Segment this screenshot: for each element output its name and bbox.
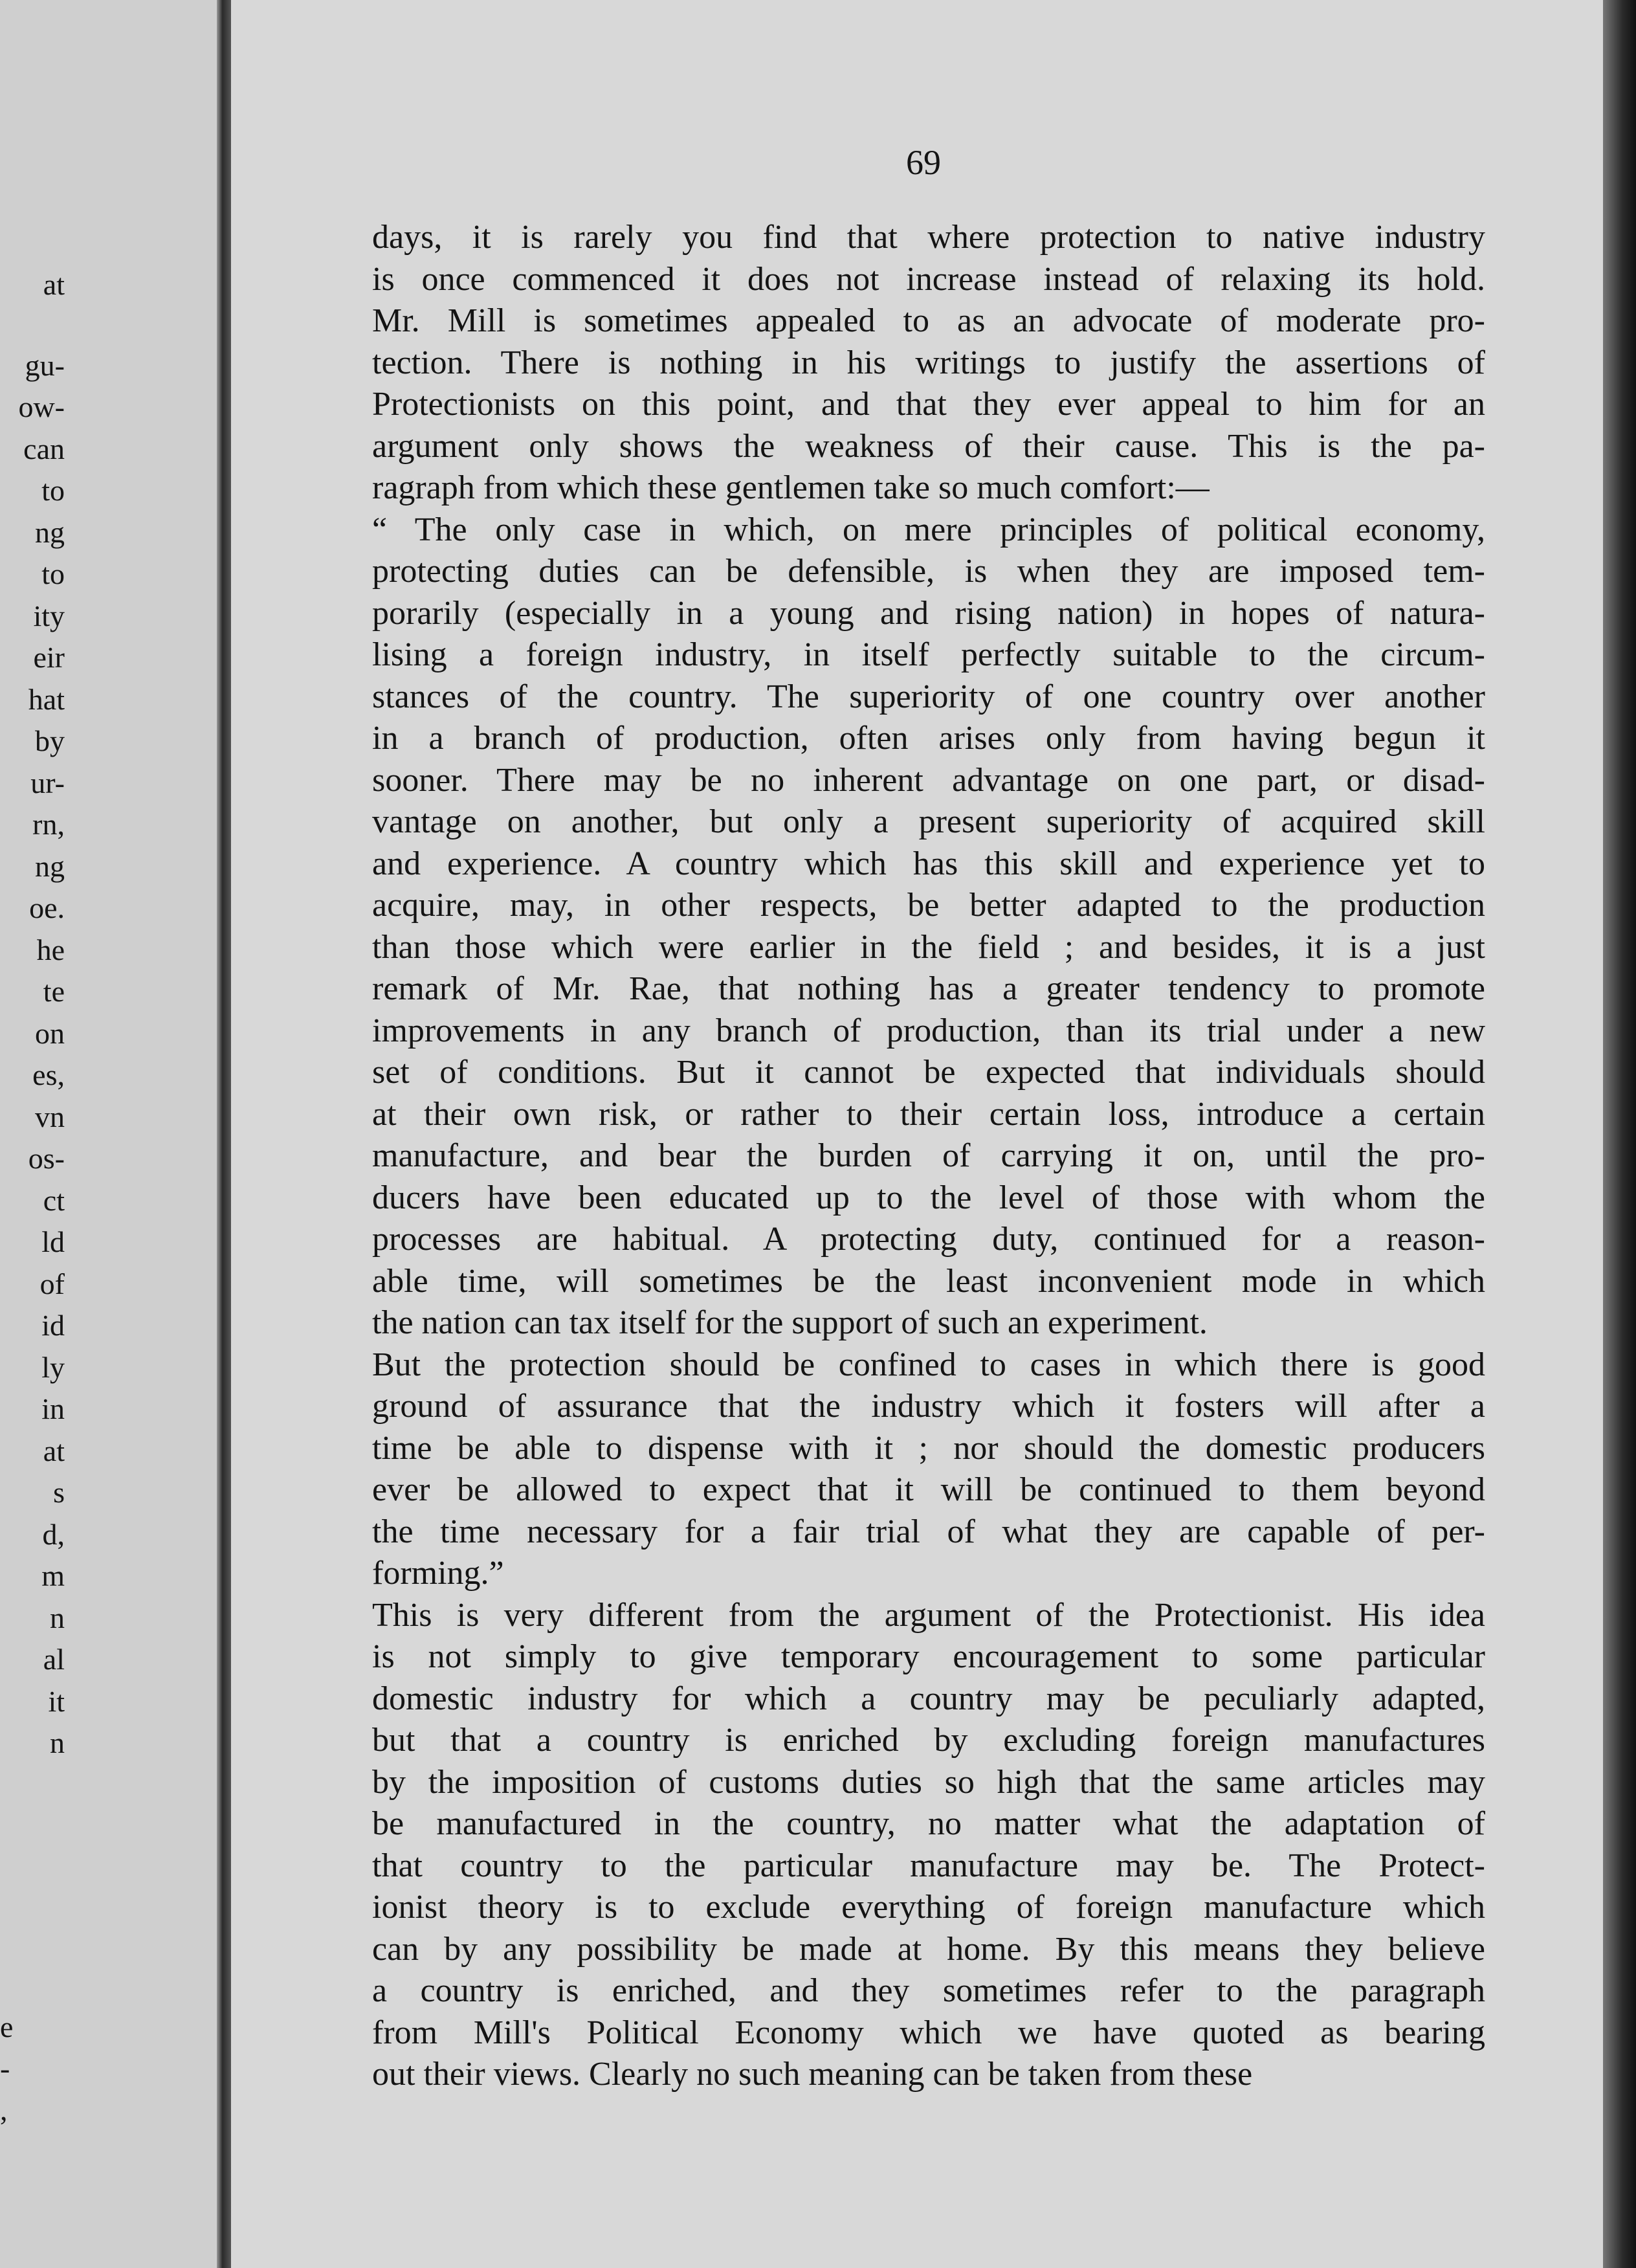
quote-line: ground of assurance that the industry which it fosters will after a: [372, 1388, 1485, 1425]
left-fragment: ur-: [30, 766, 65, 799]
left-page-tail-fragments: [0, 2007, 19, 2131]
left-fragment: id: [41, 1309, 65, 1342]
closing-line: This is very different from the argument of the Protectionist. His idea: [372, 1596, 1485, 1634]
quote-line: “ The only case in which, on mere principles of political economy,: [372, 511, 1485, 548]
quote-line: than those which were earlier in the field ; and besides, it is a just: [372, 928, 1485, 966]
left-fragment: e: [0, 2010, 14, 2043]
closing-line: but that a country is enriched by excluding foreign manufactures: [372, 1722, 1485, 1759]
left-fragment: d,: [42, 1517, 65, 1551]
quote-line: stances of the country. The superiority of one country over another: [372, 678, 1485, 715]
quote-line: set of conditions. But it cannot be expected that individuals should: [372, 1054, 1485, 1091]
left-fragment: n: [50, 1601, 65, 1634]
quote-line: in a branch of production, often arises only from having begun it: [372, 720, 1485, 757]
left-fragment: rn,: [32, 808, 65, 841]
left-fragment: at: [43, 1434, 65, 1467]
left-fragment: oe.: [29, 891, 65, 924]
quote-line: But the protection should be confined to cases in which there is good: [372, 1346, 1485, 1383]
left-fragment: te: [43, 975, 65, 1008]
intro-paragraph: [372, 217, 1485, 509]
left-fragment: in: [41, 1392, 65, 1425]
left-page-text-fragments: [0, 265, 65, 1764]
closing-line: be manufactured in the country, no matter what the adaptation of: [372, 1805, 1485, 1842]
left-fragment: can: [23, 432, 65, 465]
intro-line: Mr. Mill is sometimes appealed to as an advocate of moderate pro-: [372, 302, 1485, 339]
quote-line: the nation can tax itself for the support of such an experiment.: [372, 1304, 1208, 1341]
intro-line: ragraph from which these gentlemen take so much comfort:—: [372, 469, 1210, 506]
left-fragment: to: [41, 474, 65, 507]
left-fragment: ow-: [18, 390, 65, 423]
closing-line: that country to the particular manufacture may be. The Protect-: [372, 1847, 1485, 1884]
body-text: [372, 217, 1485, 2096]
quote-line: lising a foreign industry, in itself perfectly suitable to the circum-: [372, 636, 1485, 673]
left-fragment: ld: [41, 1225, 65, 1258]
block-quotation: [372, 509, 1485, 1595]
left-fragment: he: [36, 933, 65, 966]
left-fragment: os-: [28, 1142, 65, 1175]
page-edge-shadow: [1603, 0, 1636, 2268]
quote-line: and experience. A country which has this skill and experience yet to: [372, 845, 1485, 882]
closing-line: out their views. Clearly no such meaning can be taken from these: [372, 2056, 1253, 2093]
closing-line: domestic industry for which a country may be peculiarly adapted,: [372, 1680, 1485, 1717]
left-fragment: to: [41, 557, 65, 590]
intro-line: is once commenced it does not increase instead of relaxing its hold.: [372, 260, 1485, 298]
quote-line: at their own risk, or rather to their certain loss, introduce a certain: [372, 1095, 1485, 1133]
left-fragment: at: [43, 268, 65, 301]
left-fragment: al: [43, 1643, 65, 1676]
quote-line: manufacture, and bear the burden of carrying it on, until the pro-: [372, 1137, 1485, 1174]
quote-line: time be able to dispense with it ; nor should the domestic producers: [372, 1429, 1485, 1467]
left-fragment: by: [35, 724, 65, 757]
left-fragment: s: [53, 1476, 65, 1509]
book-spine: [217, 0, 231, 2268]
intro-line: tection. There is nothing in his writings to justify the assertions of: [372, 344, 1485, 381]
left-fragment: it: [48, 1684, 65, 1718]
quote-line: sooner. There may be no inherent advantage on one part, or disad-: [372, 761, 1485, 799]
closing-paragraph: [372, 1595, 1485, 2096]
left-facing-page: [0, 0, 217, 2268]
closing-line: by the imposition of customs duties so high that the same articles may: [372, 1763, 1485, 1801]
left-fragment: n: [50, 1726, 65, 1759]
intro-line: argument only shows the weakness of their cause. This is the pa-: [372, 427, 1485, 465]
left-fragment: ,: [0, 2093, 8, 2126]
closing-line: can by any possibility be made at home. By this means they believe: [372, 1930, 1485, 1968]
closing-line: is not simply to give temporary encouragement to some particular: [372, 1638, 1485, 1675]
left-fragment: -: [0, 2052, 10, 2085]
quote-line: ducers have been educated up to the level of those with whom the: [372, 1179, 1485, 1216]
quote-line: protecting duties can be defensible, is when they are imposed tem-: [372, 553, 1485, 590]
left-fragment: ity: [33, 599, 65, 632]
left-fragment: ct: [43, 1183, 65, 1217]
left-fragment: vn: [35, 1100, 65, 1133]
left-fragment: ng: [35, 849, 65, 883]
left-fragment: hat: [28, 682, 65, 716]
quote-line: able time, will sometimes be the least inconvenient mode in which: [372, 1262, 1485, 1300]
closing-line: from Mill's Political Economy which we have quoted as bearing: [372, 2014, 1485, 2051]
quote-line: the time necessary for a fair trial of what they are capable of per-: [372, 1513, 1485, 1550]
quote-line: remark of Mr. Rae, that nothing has a greater tendency to promote: [372, 970, 1485, 1007]
left-fragment: es,: [32, 1058, 65, 1091]
quote-line: ever be allowed to expect that it will be continued to them beyond: [372, 1471, 1485, 1508]
page-number: 69: [906, 143, 941, 182]
quote-line: acquire, may, in other respects, be better adapted to the production: [372, 887, 1485, 924]
left-fragment: ng: [35, 515, 65, 549]
quote-line: porarily (especially in a young and rising nation) in hopes of natura-: [372, 594, 1485, 632]
quote-line: processes are habitual. A protecting duty, continued for a reason-: [372, 1221, 1485, 1258]
left-fragment: gu-: [25, 348, 65, 382]
left-fragment: on: [35, 1016, 65, 1050]
quote-line: forming.”: [372, 1555, 504, 1592]
intro-line: days, it is rarely you find that where protection to native industry: [372, 219, 1485, 256]
intro-line: Protectionists on this point, and that they ever appeal to him for an: [372, 386, 1485, 423]
quote-line: vantage on another, but only a present superiority of acquired skill: [372, 803, 1485, 840]
closing-line: ionist theory is to exclude everything of foreign manufacture which: [372, 1889, 1485, 1926]
left-fragment: m: [41, 1559, 65, 1592]
closing-line: a country is enriched, and they sometimes refer to the paragraph: [372, 1972, 1485, 2009]
left-fragment: of: [39, 1267, 65, 1300]
left-fragment: ly: [41, 1350, 65, 1384]
quote-line: improvements in any branch of production, than its trial under a new: [372, 1012, 1485, 1049]
left-fragment: eir: [33, 641, 65, 674]
